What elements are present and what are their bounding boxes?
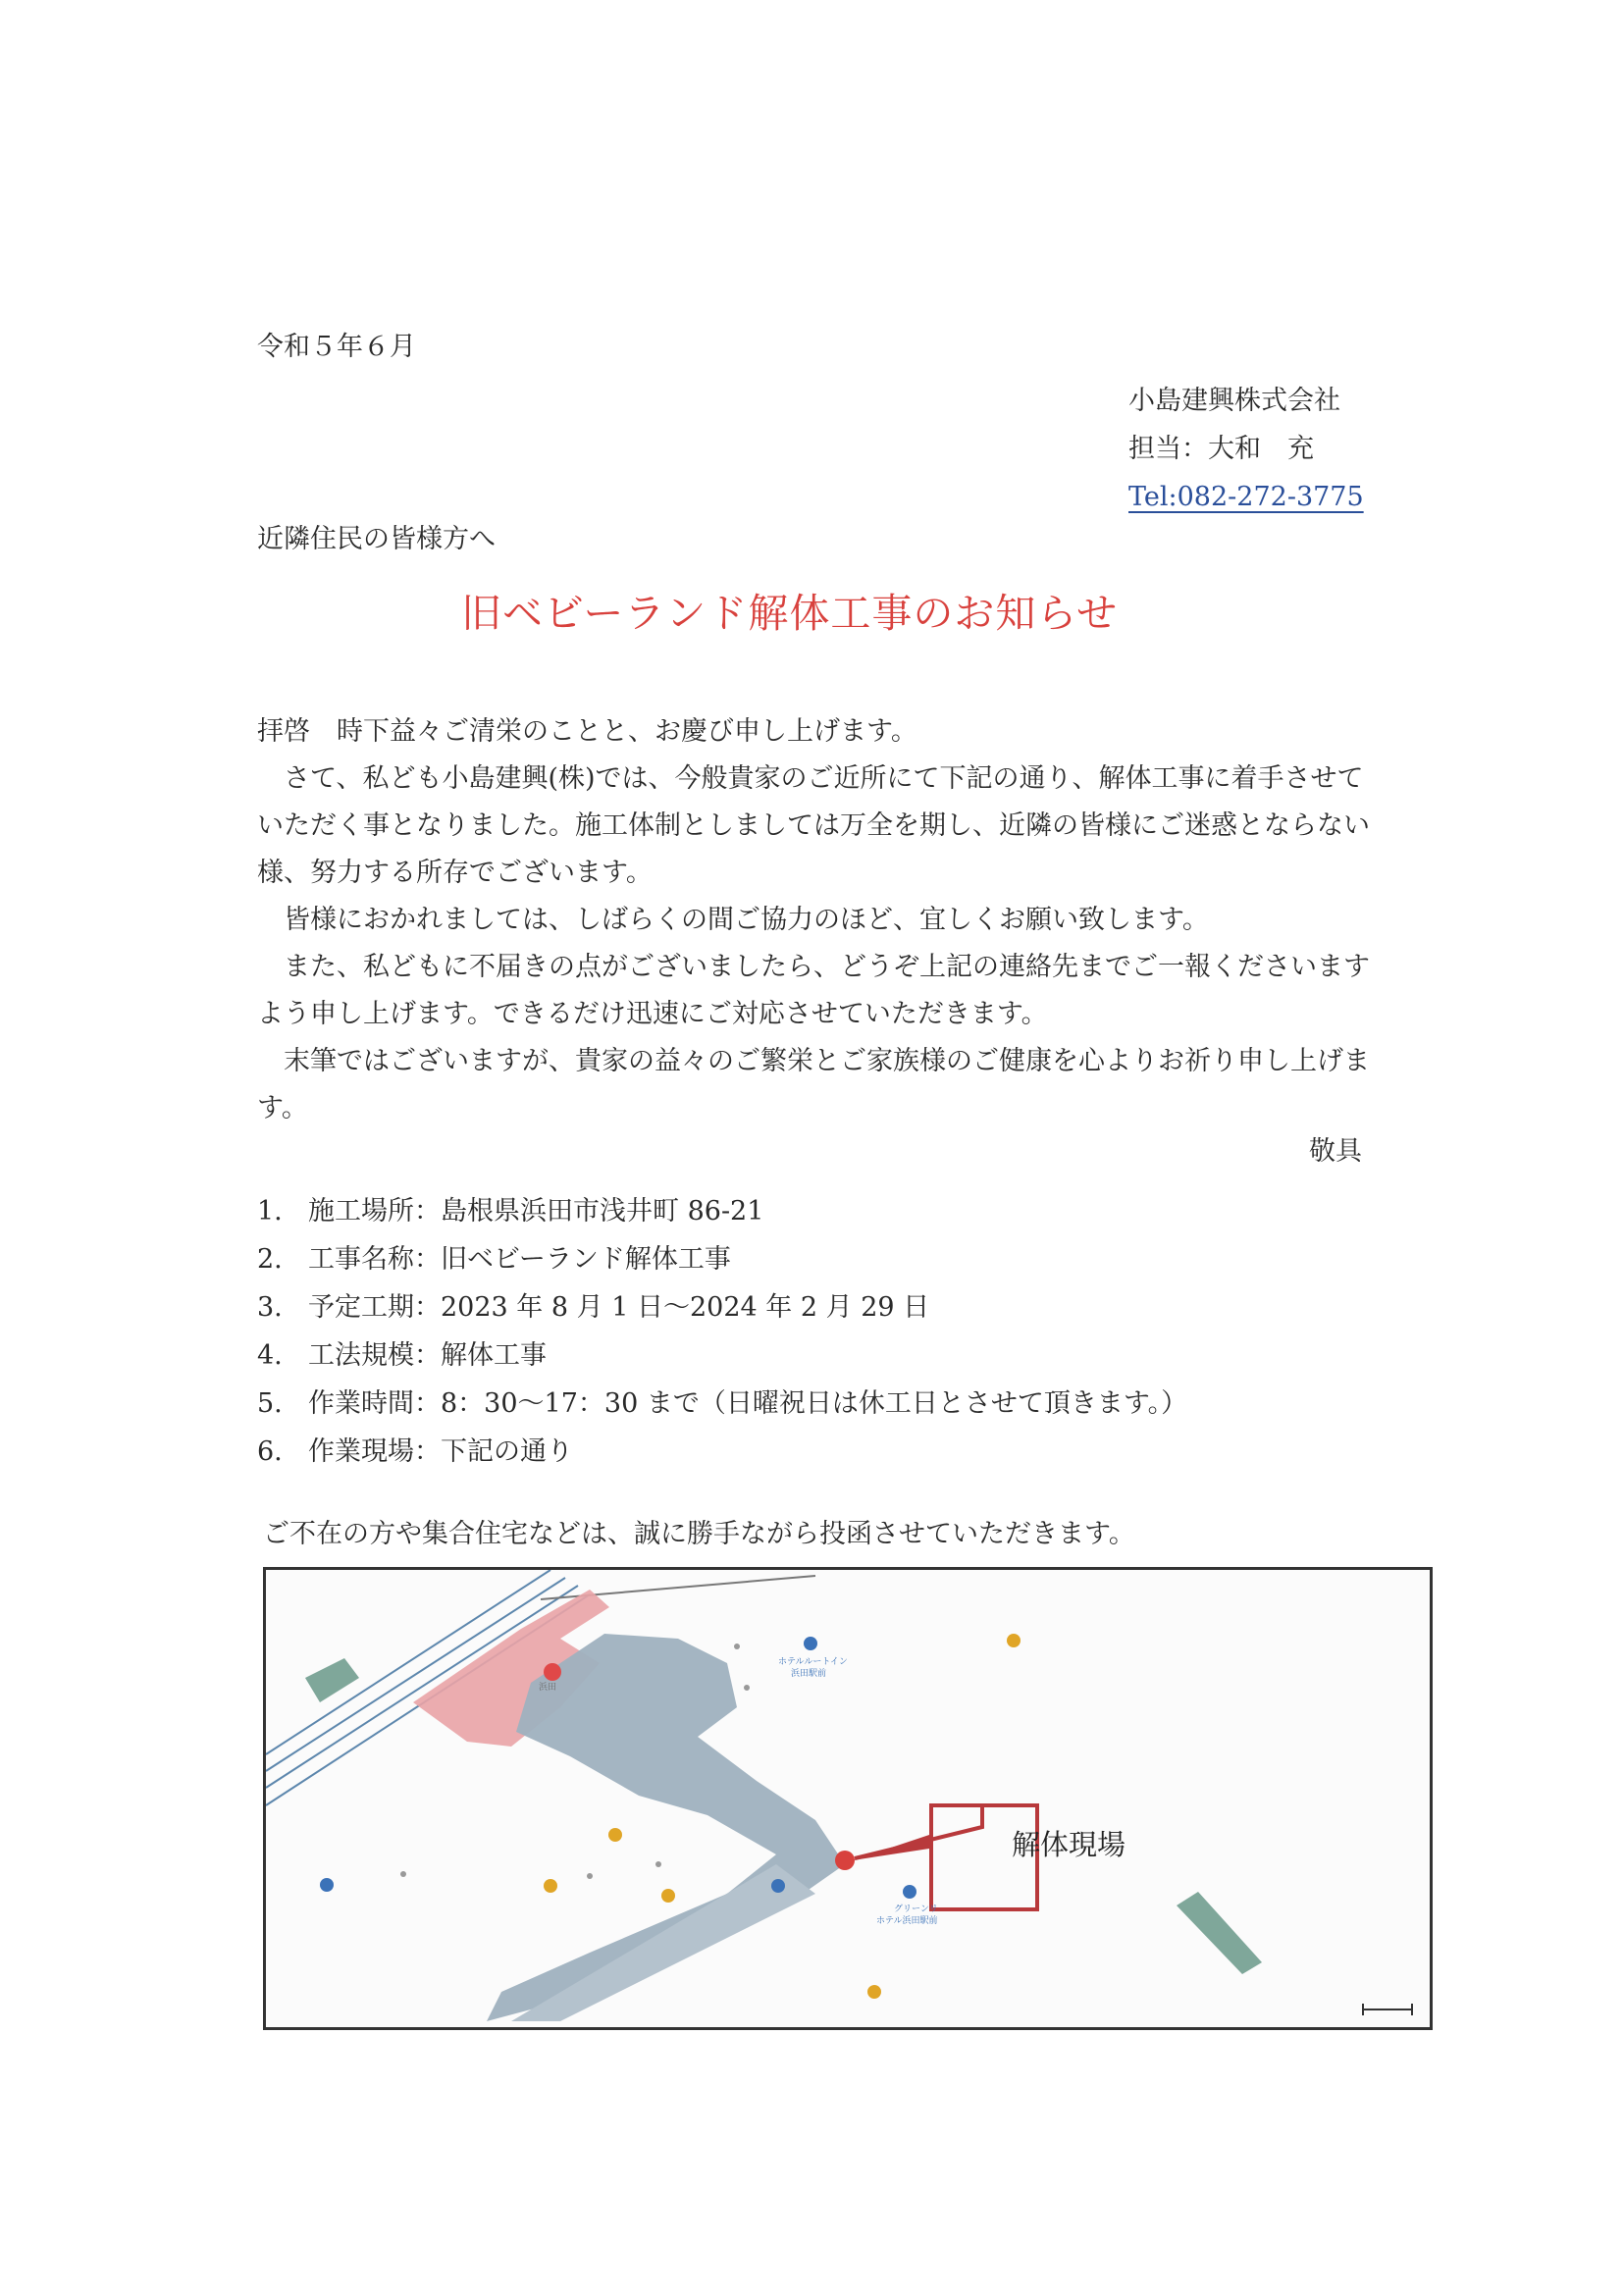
park-right [1177, 1892, 1262, 1974]
delivery-note: ご不在の方や集合住宅などは、誠に勝手ながら投函させていただきます。 [263, 1519, 1135, 1549]
body-paragraph-2: 皆様におかれましては、しばらくの間ご協力のほど、宜しくお願い致します。 [284, 905, 1209, 935]
map-label-green-hotel: グリーンリ [894, 1905, 938, 1914]
map-label-hotel: ホテルルートイン [778, 1657, 848, 1667]
station-marker [544, 1663, 561, 1681]
recipient-line: 近隣住民の皆様方へ [257, 524, 496, 554]
map-label-hotel-sub: 浜田駅前 [791, 1669, 827, 1679]
map-label-green-hotel-sub: ホテル浜田駅前 [876, 1916, 938, 1926]
sender-tel: Tel:082-272-3775 [1128, 482, 1364, 512]
sender-company: 小島建興株式会社 [1128, 386, 1340, 416]
map-graphic [266, 1570, 1430, 2027]
callout-pointer [855, 1805, 1037, 1909]
demolition-site-label: 解体現場 [1012, 1828, 1126, 1861]
map-label-station: 浜田 [539, 1683, 557, 1693]
document-date: 令和５年６月 [257, 332, 416, 362]
body-paragraph-greeting: 拝啓 時下益々ご清栄のことと、お慶び申し上げます。 [257, 716, 917, 747]
document-title: 旧ベビーランド解体工事のお知らせ [461, 590, 1119, 637]
sender-block [1128, 377, 1384, 521]
body-paragraph-1: さて、私ども小島建興(株)では、今般貴家のご近所にて下記の通り、解体工事に着手させていただく事となりました。施工体制としましては万全を期し、近隣の皆様にご迷惑とならない様、努力する所存でございます。 [257, 763, 1370, 888]
detail-list [257, 1187, 1336, 1476]
body-paragraph-3: また、私どもに不届きの点がございましたら、どうぞ上記の連絡先までご一報くださいますよう申し上げます。できるだけ迅速にご対応させていただきます。 [257, 952, 1370, 1029]
site-map [263, 1567, 1433, 2030]
body-paragraph-4: 末筆ではございますが、貴家の益々のご繁栄とご家族様のご健康を心よりお祈り申し上げます。 [257, 1046, 1370, 1123]
list-item: 1. 施工場所：島根県浜田市浅井町 86-21 [257, 1196, 764, 1226]
site-marker [835, 1851, 855, 1870]
closing-keigu: 敬具 [1309, 1136, 1362, 1167]
scale-bar [1363, 2004, 1412, 2015]
list-item: 2. 工事名称：旧ベビーランド解体工事 [257, 1244, 731, 1275]
list-item: 3. 予定工期：2023 年 8 月 1 日～2024 年 2 月 29 日 [257, 1292, 930, 1323]
list-item: 4. 工法規模：解体工事 [257, 1340, 547, 1371]
letter-body [257, 708, 1376, 1132]
list-item: 5. 作業時間：8：30～17：30 まで（日曜祝日は休工日とさせて頂きます。） [257, 1388, 1188, 1419]
list-item: 6. 作業現場：下記の通り [257, 1436, 573, 1467]
park-left [305, 1658, 359, 1702]
sender-contact: 担当：大和 充 [1128, 434, 1314, 464]
